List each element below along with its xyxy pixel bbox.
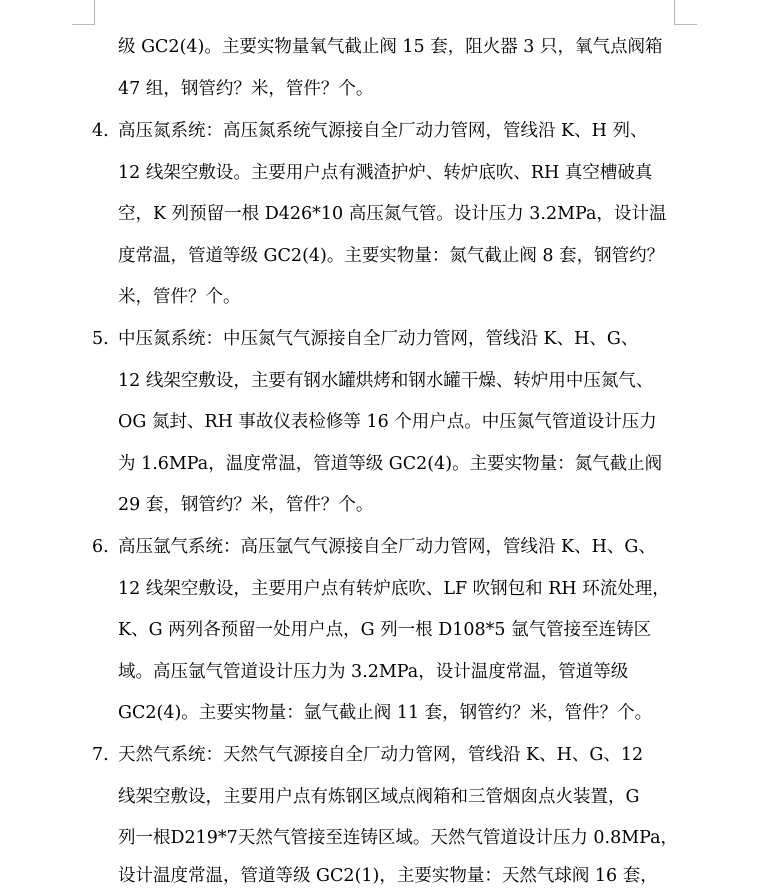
- text-line: 47 组，钢管约？米，管件？个。: [118, 79, 374, 99]
- text-line: 12 线架空敷设，主要有钢水罐烘烤和钢水罐干燥、转炉用中压氮气、: [118, 371, 654, 391]
- list-item-number: 5.: [92, 329, 109, 349]
- text-line: 中压氮系统：中压氮气气源接自全厂动力管网，管线沿 K、H、G、: [118, 329, 639, 349]
- text-line: K、G 两列各预留一处用户点，G 列一根 D108*5 氩气管接至连铸区: [118, 620, 652, 640]
- page-margin-marker-right: [674, 0, 697, 25]
- text-line: 高压氩气系统：高压氩气气源接自全厂动力管网，管线沿 K、H、G、: [118, 537, 656, 557]
- page-margin-marker-left: [72, 0, 95, 25]
- text-line: 高压氮系统：高压氮系统气源接自全厂动力管网，管线沿 K、H 列、: [118, 121, 648, 141]
- text-line: 天然气系统：天然气气源接自全厂动力管网，管线沿 K、H、G、12: [118, 745, 644, 765]
- list-item-number: 7.: [92, 745, 109, 765]
- text-line: 12 线架空敷设。主要用户点有溅渣护炉、转炉底吹、RH 真空槽破真: [118, 163, 653, 183]
- text-line: 空，K 列预留一根 D426*10 高压氮气管。设计压力 3.2MPa，设计温: [118, 204, 667, 224]
- list-item-number: 6.: [92, 537, 109, 557]
- text-line: 米，管件？个。: [118, 287, 241, 307]
- text-line: 设计温度常温，管道等级 GC2(1)，主要实物量：天然气球阀 16 套，: [118, 866, 658, 886]
- text-line: OG 氮封、RH 事故仪表检修等 16 个用户点。中压氮气管道设计压力: [118, 412, 657, 432]
- text-line: 为 1.6MPa，温度常温，管道等级 GC2(4)。主要实物量：氮气截止阀: [118, 454, 663, 474]
- text-line: 12 线架空敷设，主要用户点有转炉底吹、LF 吹钢包和 RH 环流处理，: [118, 579, 670, 599]
- text-line: GC2(4)。主要实物量：氩气截止阀 11 套，钢管约？米，管件？个。: [118, 703, 653, 723]
- text-line: 29 套，钢管约？米，管件？个。: [118, 495, 374, 515]
- text-line: 域。高压氩气管道设计压力为 3.2MPa，设计温度常温，管道等级: [118, 662, 629, 682]
- text-line: 级 GC2(4)。主要实物量氧气截止阀 15 套，阻火器 3 只，氧气点阀箱: [118, 37, 663, 57]
- text-line: 线架空敷设，主要用户点有炼钢区域点阀箱和三管烟囱点火装置，G: [118, 787, 640, 807]
- text-line: 度常温，管道等级 GC2(4)。主要实物量：氮气截止阀 8 套，钢管约？: [118, 246, 665, 266]
- text-line: 列一根D219*7天然气管接至连铸区域。天然气管道设计压力 0.8MPa，: [118, 828, 679, 848]
- list-item-number: 4.: [92, 121, 109, 141]
